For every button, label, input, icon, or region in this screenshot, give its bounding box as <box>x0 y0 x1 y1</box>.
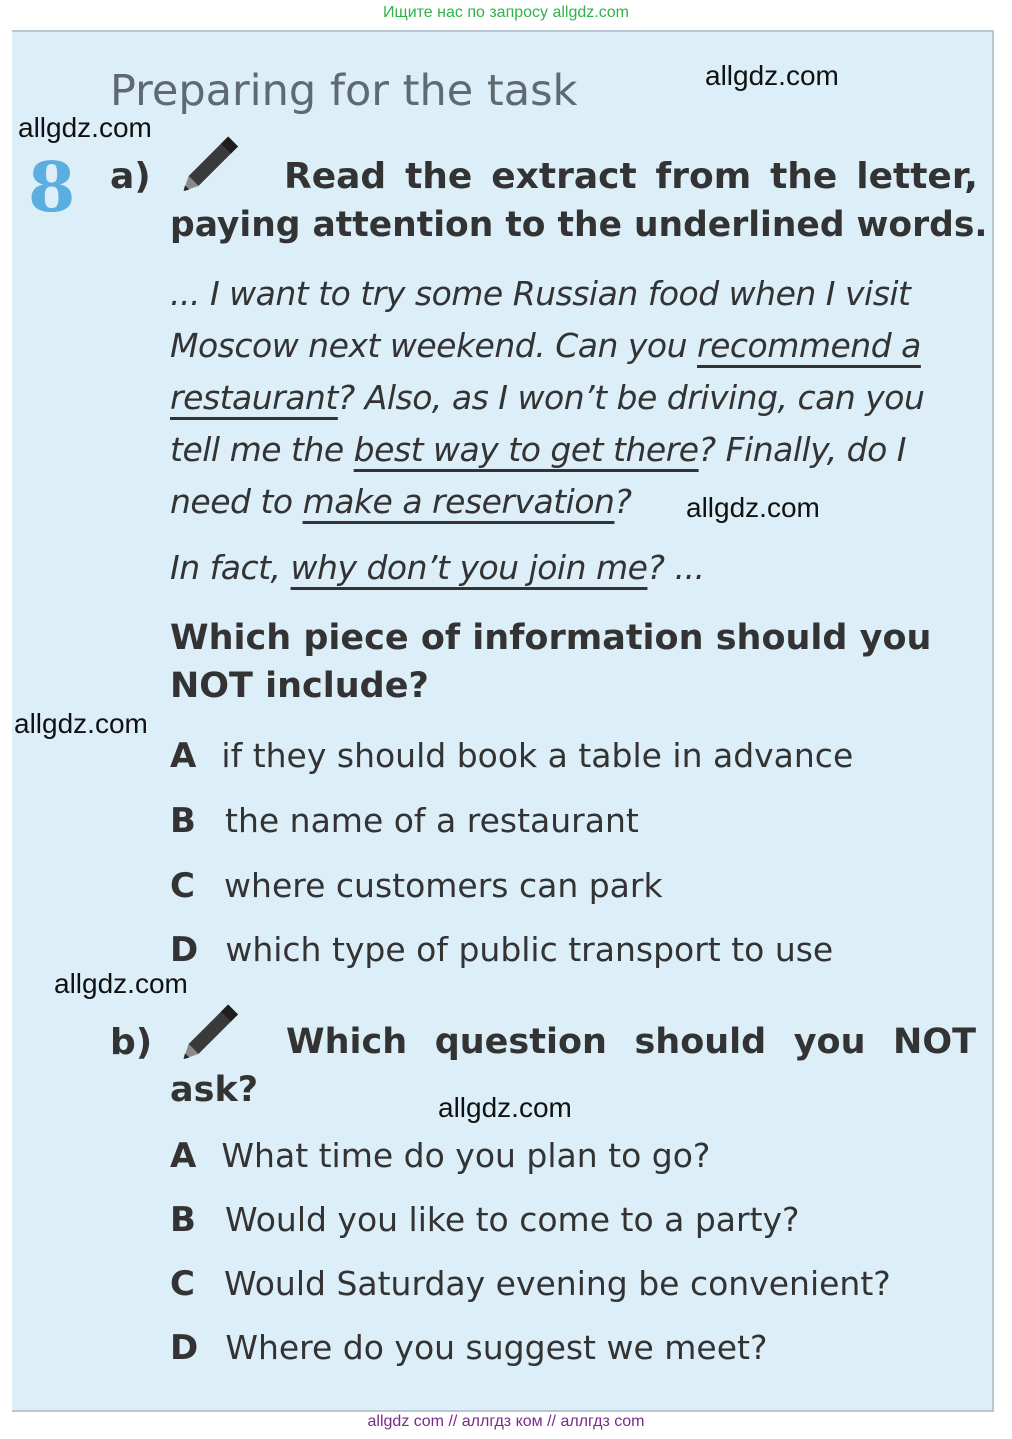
letter-text: tell me the <box>170 430 354 469</box>
pencil-icon <box>172 990 256 1070</box>
watermark: allgdz.com <box>54 968 188 999</box>
underlined-phrase: why don’t you join me <box>290 548 648 587</box>
option-letter: D <box>170 930 199 970</box>
watermark: allgdz.com <box>438 1092 572 1123</box>
letter-line <box>170 326 921 365</box>
question-word: should <box>634 1022 767 1062</box>
option-text: where customers can park <box>224 866 663 905</box>
instruction-line-2: paying attention to the underlined words. <box>170 205 988 245</box>
option-b[interactable] <box>170 1200 800 1240</box>
bottom-banner[interactable]: allgdz com // аллгдз ком // аллгдз com <box>367 1413 645 1430</box>
question-a-line-1: Which piece of information should you <box>170 618 932 658</box>
option-text: Where do you suggest we meet? <box>225 1328 768 1367</box>
option-letter: D <box>170 1328 199 1368</box>
question-word: you <box>793 1022 866 1062</box>
question-word: Which <box>286 1022 408 1062</box>
watermark: allgdz.com <box>686 492 820 523</box>
letter-text: In fact, <box>170 548 291 587</box>
option-d[interactable] <box>170 1328 767 1368</box>
option-text: if they should book a table in advance <box>221 736 854 775</box>
letter-line <box>170 430 906 469</box>
option-d[interactable] <box>170 930 833 970</box>
section-heading: Preparing for the task <box>110 66 578 116</box>
underlined-phrase: restaurant <box>170 378 338 417</box>
instruction-word: Read <box>284 156 387 197</box>
instruction-word: extract <box>491 156 637 197</box>
option-letter: B <box>170 801 196 841</box>
option-a[interactable] <box>170 736 853 776</box>
option-letter: C <box>170 866 195 906</box>
option-text: Would Saturday evening be convenient? <box>224 1264 891 1303</box>
option-text: the name of a restaurant <box>225 801 639 840</box>
option-text: What time do you plan to go? <box>221 1136 711 1175</box>
pencil-icon <box>172 122 256 202</box>
letter-text: ? Finally, do I <box>698 430 907 469</box>
question-word: question <box>434 1022 607 1062</box>
letter-text: ? <box>614 482 632 521</box>
watermark: allgdz.com <box>14 708 148 739</box>
letter-line <box>170 378 924 417</box>
option-a[interactable] <box>170 1136 710 1176</box>
letter-text: ? ... <box>647 548 705 587</box>
option-letter: A <box>170 736 197 776</box>
option-text: Would you like to come to a party? <box>225 1200 800 1239</box>
letter-text: need to <box>170 482 303 521</box>
option-text: which type of public transport to use <box>225 930 834 969</box>
question-word: NOT <box>893 1022 976 1062</box>
part-b-label: b) <box>110 1022 153 1063</box>
option-b[interactable] <box>170 801 639 841</box>
option-letter: A <box>170 1136 197 1176</box>
option-c[interactable] <box>170 1264 891 1304</box>
letter-line <box>170 482 631 521</box>
letter-text: ? Also, as I won’t be driving, can you <box>337 378 925 417</box>
option-letter: B <box>170 1200 196 1240</box>
question-b-line-1 <box>286 1022 976 1062</box>
underlined-phrase: recommend a <box>697 326 921 365</box>
top-banner[interactable]: Ищите нас по запросу allgdz.com <box>383 4 629 21</box>
question-a-line-2: NOT include? <box>170 666 429 706</box>
option-c[interactable] <box>170 866 663 906</box>
question-b-line-2: ask? <box>170 1070 259 1110</box>
instruction-word: letter, <box>856 156 978 197</box>
option-letter: C <box>170 1264 195 1304</box>
letter-line <box>170 548 704 587</box>
letter-text: Moscow next weekend. Can you <box>170 326 697 365</box>
underlined-phrase: best way to get there <box>353 430 699 469</box>
part-a-label: a) <box>110 156 151 197</box>
underlined-phrase: make a reservation <box>302 482 615 521</box>
task-number: 8 <box>28 148 76 228</box>
instruction-word: from <box>655 156 752 197</box>
instruction-line-1 <box>284 156 978 197</box>
instruction-word: the <box>405 156 473 197</box>
watermark: allgdz.com <box>18 112 152 143</box>
letter-line: ... I want to try some Russian food when I visit <box>170 274 911 313</box>
instruction-word: the <box>770 156 838 197</box>
watermark: allgdz.com <box>705 60 839 91</box>
